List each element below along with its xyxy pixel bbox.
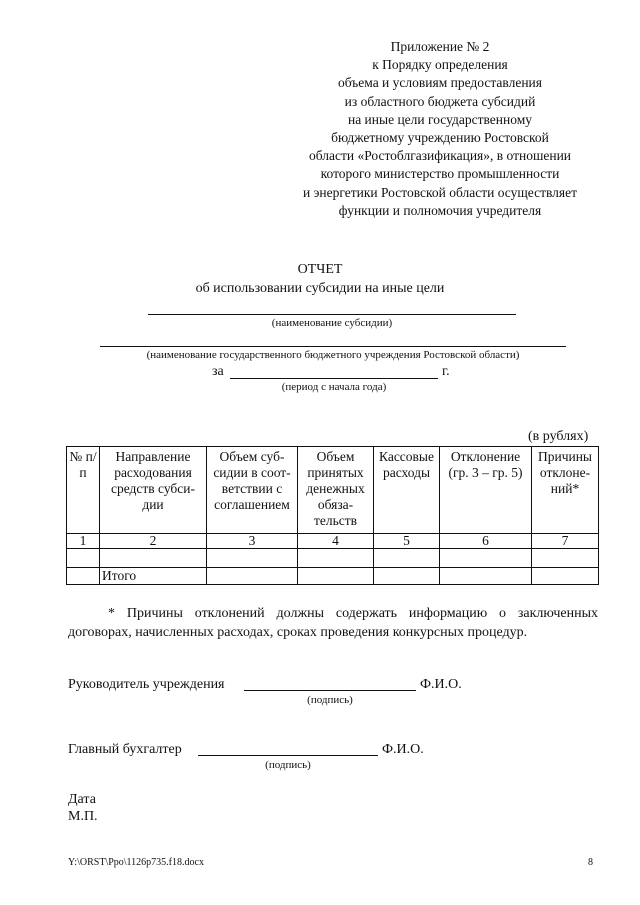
accountant-signature-caption: (подпись) bbox=[265, 759, 311, 771]
period-suffix: г. bbox=[442, 364, 450, 379]
table-cell[interactable] bbox=[100, 549, 207, 568]
column-number: 7 bbox=[532, 534, 599, 549]
appendix-header bbox=[240, 38, 640, 220]
table-cell[interactable] bbox=[67, 568, 100, 585]
header-cell-subsidy-volume: Объем суб-сидии в соот-ветствии с соглашением bbox=[207, 447, 298, 534]
head-signature-caption: (подпись) bbox=[307, 694, 353, 706]
appendix-line: на иные цели государственному bbox=[347, 111, 533, 127]
total-label: Итого bbox=[100, 568, 207, 585]
table-cell[interactable] bbox=[532, 568, 599, 585]
institution-caption: (наименование государственного бюджетного учреждения Ростовской области) bbox=[146, 349, 520, 361]
table-cell[interactable] bbox=[440, 549, 532, 568]
accountant-fio: Ф.И.О. bbox=[382, 742, 424, 757]
footer-file-path: Y:\ORST\Ppo\1126p735.f18.docx bbox=[68, 857, 204, 868]
head-signature-line[interactable] bbox=[244, 676, 416, 691]
period-line[interactable] bbox=[230, 364, 438, 379]
head-label: Руководитель учреждения bbox=[68, 677, 225, 692]
column-number: 4 bbox=[298, 534, 374, 549]
table-cell[interactable] bbox=[298, 549, 374, 568]
header-cell-obligations: Объем принятых денежных обяза-тельств bbox=[298, 447, 374, 534]
period-prefix: за bbox=[212, 364, 224, 379]
table-header-row bbox=[67, 447, 599, 534]
appendix-line: объема и условиям предоставления bbox=[337, 75, 542, 91]
table-cell[interactable] bbox=[532, 549, 599, 568]
table-cell[interactable] bbox=[67, 549, 100, 568]
page-number: 8 bbox=[588, 857, 593, 868]
subsidy-caption: (наименование субсидии) bbox=[271, 317, 393, 329]
header-cell-reasons: Причины отклоне-ний* bbox=[532, 447, 599, 534]
footnote-text: * Причины отклонений должны содержать информацию о заключенных договорах, начисленных расходах, сроках проведения конкурсных процедур. bbox=[68, 606, 598, 640]
footnote bbox=[68, 604, 598, 642]
accountant-signature-line[interactable] bbox=[198, 741, 378, 756]
column-number: 6 bbox=[440, 534, 532, 549]
column-number-row bbox=[67, 534, 599, 549]
column-number: 3 bbox=[207, 534, 298, 549]
table-cell[interactable] bbox=[374, 549, 440, 568]
institution-name-line[interactable] bbox=[100, 332, 566, 347]
report-subtitle: об использовании субсидии на иные цели bbox=[195, 281, 445, 296]
appendix-line: функции и полномочия учредителя bbox=[338, 202, 542, 218]
period-caption: (период с начала года) bbox=[281, 381, 387, 393]
appendix-line: к Порядку определения bbox=[372, 57, 508, 73]
appendix-line: бюджетному учреждению Ростовской bbox=[331, 130, 549, 146]
subsidy-name-line[interactable] bbox=[148, 300, 516, 315]
report-table bbox=[66, 446, 599, 585]
column-number: 2 bbox=[100, 534, 207, 549]
accountant-label: Главный бухгалтер bbox=[68, 742, 182, 757]
report-title: ОТЧЕТ bbox=[297, 262, 343, 277]
seal-label: М.П. bbox=[68, 809, 98, 824]
table-cell[interactable] bbox=[298, 568, 374, 585]
total-row bbox=[67, 568, 599, 585]
table-cell[interactable] bbox=[207, 568, 298, 585]
currency-note: (в рублях) bbox=[528, 429, 589, 444]
column-number: 1 bbox=[67, 534, 100, 549]
column-number: 5 bbox=[374, 534, 440, 549]
header-cell-deviation: Отклонение (гр. 3 – гр. 5) bbox=[440, 447, 532, 534]
appendix-line: Приложение № 2 bbox=[390, 39, 490, 54]
header-cell-direction: Направление расходования средств субси-дии bbox=[100, 447, 207, 534]
date-label: Дата bbox=[68, 792, 96, 807]
table-cell[interactable] bbox=[440, 568, 532, 585]
appendix-line: которого министерство промышленности bbox=[320, 166, 560, 182]
head-fio: Ф.И.О. bbox=[420, 677, 462, 692]
header-cell-number: № п/п bbox=[67, 447, 100, 534]
appendix-line: области «Ростоблгазификация», в отношении bbox=[308, 148, 572, 164]
table-cell[interactable] bbox=[374, 568, 440, 585]
appendix-line: и энергетики Ростовской области осуществляет bbox=[302, 184, 578, 200]
table-row bbox=[67, 549, 599, 568]
table-cell[interactable] bbox=[207, 549, 298, 568]
appendix-line: из областного бюджета субсидий bbox=[344, 93, 536, 109]
header-cell-cash-expenses: Кассовые расходы bbox=[374, 447, 440, 534]
